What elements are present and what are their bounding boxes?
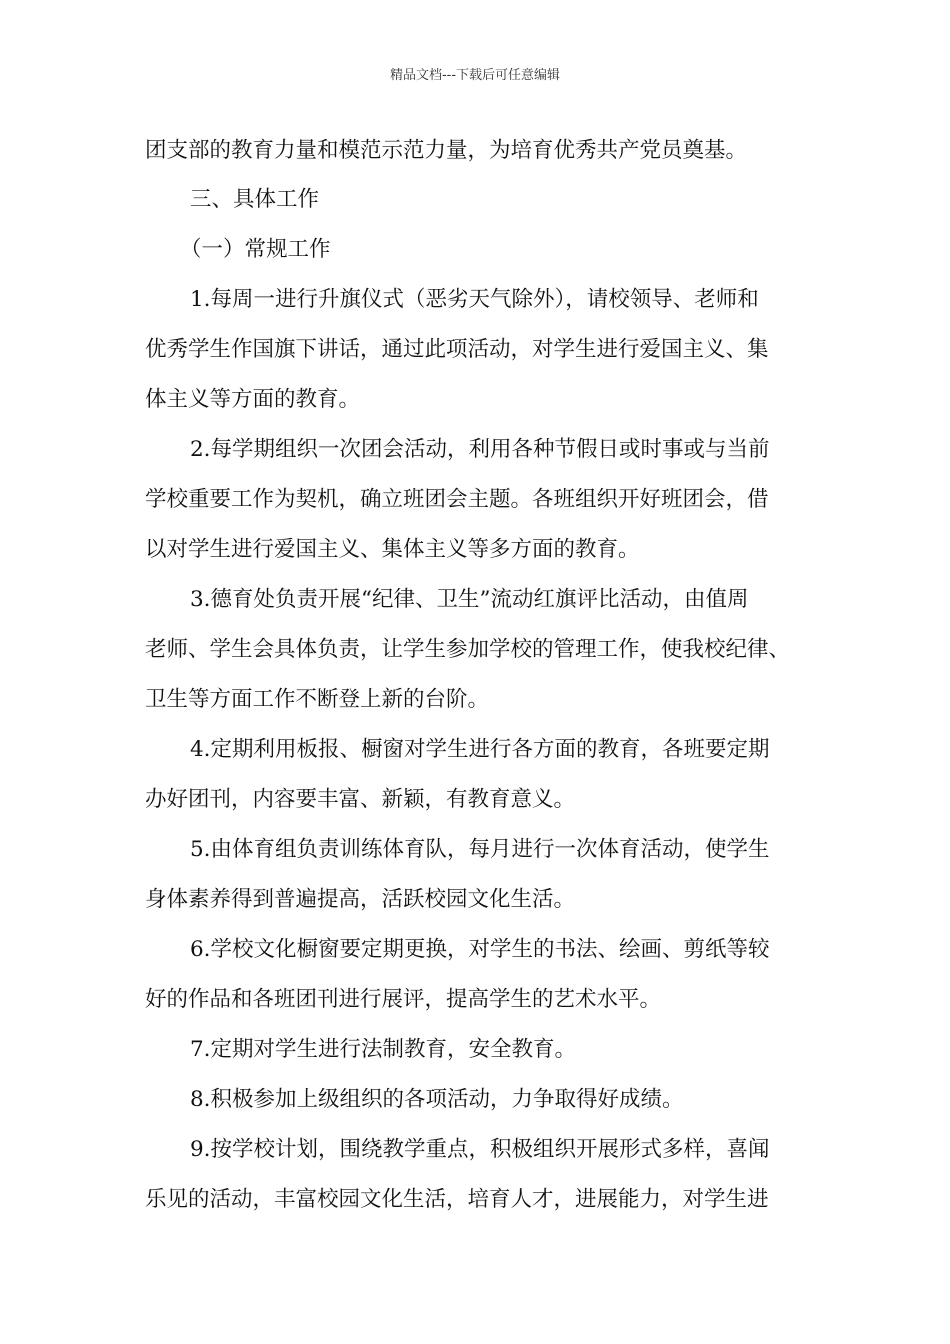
section-heading: 三、具体工作 [190, 187, 320, 212]
page-header: 精品文档---下载后可任意编辑 [389, 68, 561, 83]
list-item-start: 4.定期利用板报、橱窗对学生进行各方面的教育，各班要定期 [190, 737, 770, 762]
list-item-start: 5.由体育组负责训练体育队，每月进行一次体育活动，使学生 [190, 837, 770, 862]
list-item-start: 2.每学期组织一次团会活动，利用各种节假日或时事或与当前 [190, 437, 770, 462]
subsection-heading: （一）常规工作 [180, 237, 331, 262]
text-line: 办好团刊，内容要丰富、新颖，有教育意义。 [145, 787, 576, 812]
text-line: 乐见的活动，丰富校园文化生活，培育人才，进展能力，对学生进 [145, 1187, 769, 1212]
list-item-start: 9.按学校计划，围绕教学重点，积极组织开展形式多样，喜闻 [190, 1137, 770, 1162]
list-item-start: 6.学校文化橱窗要定期更换，对学生的书法、绘画、剪纸等较 [190, 937, 770, 962]
text-line: 好的作品和各班团刊进行展评，提高学生的艺术水平。 [145, 987, 662, 1012]
text-line: 优秀学生作国旗下讲话，通过此项活动，对学生进行爱国主义、集 [145, 337, 769, 362]
list-item-start: 8.积极参加上级组织的各项活动，力争取得好成绩。 [190, 1087, 684, 1112]
text-line: 以对学生进行爱国主义、集体主义等多方面的教育。 [145, 537, 640, 562]
text-line: 体主义等方面的教育。 [145, 387, 361, 412]
list-item-start: 1.每周一进行升旗仪式（恶劣天气除外），请校领导、老师和 [190, 287, 759, 312]
text-line: 老师、学生会具体负责，让学生参加学校的管理工作，使我校纪律、 [145, 637, 791, 662]
text-line: 团支部的教育力量和模范示范力量，为培育优秀共产党员奠基。 [145, 138, 748, 163]
text-line: 卫生等方面工作不断登上新的台阶。 [145, 687, 490, 712]
list-item-start: 3.德育处负责开展“纪律、卫生”流动红旗评比活动，由值周 [190, 587, 749, 612]
text-line: 学校重要工作为契机，确立班团会主题。各班组织开好班团会，借 [145, 487, 769, 512]
list-item-start: 7.定期对学生进行法制教育，安全教育。 [190, 1037, 577, 1062]
text-line: 身体素养得到普遍提高，活跃校园文化生活。 [145, 887, 576, 912]
